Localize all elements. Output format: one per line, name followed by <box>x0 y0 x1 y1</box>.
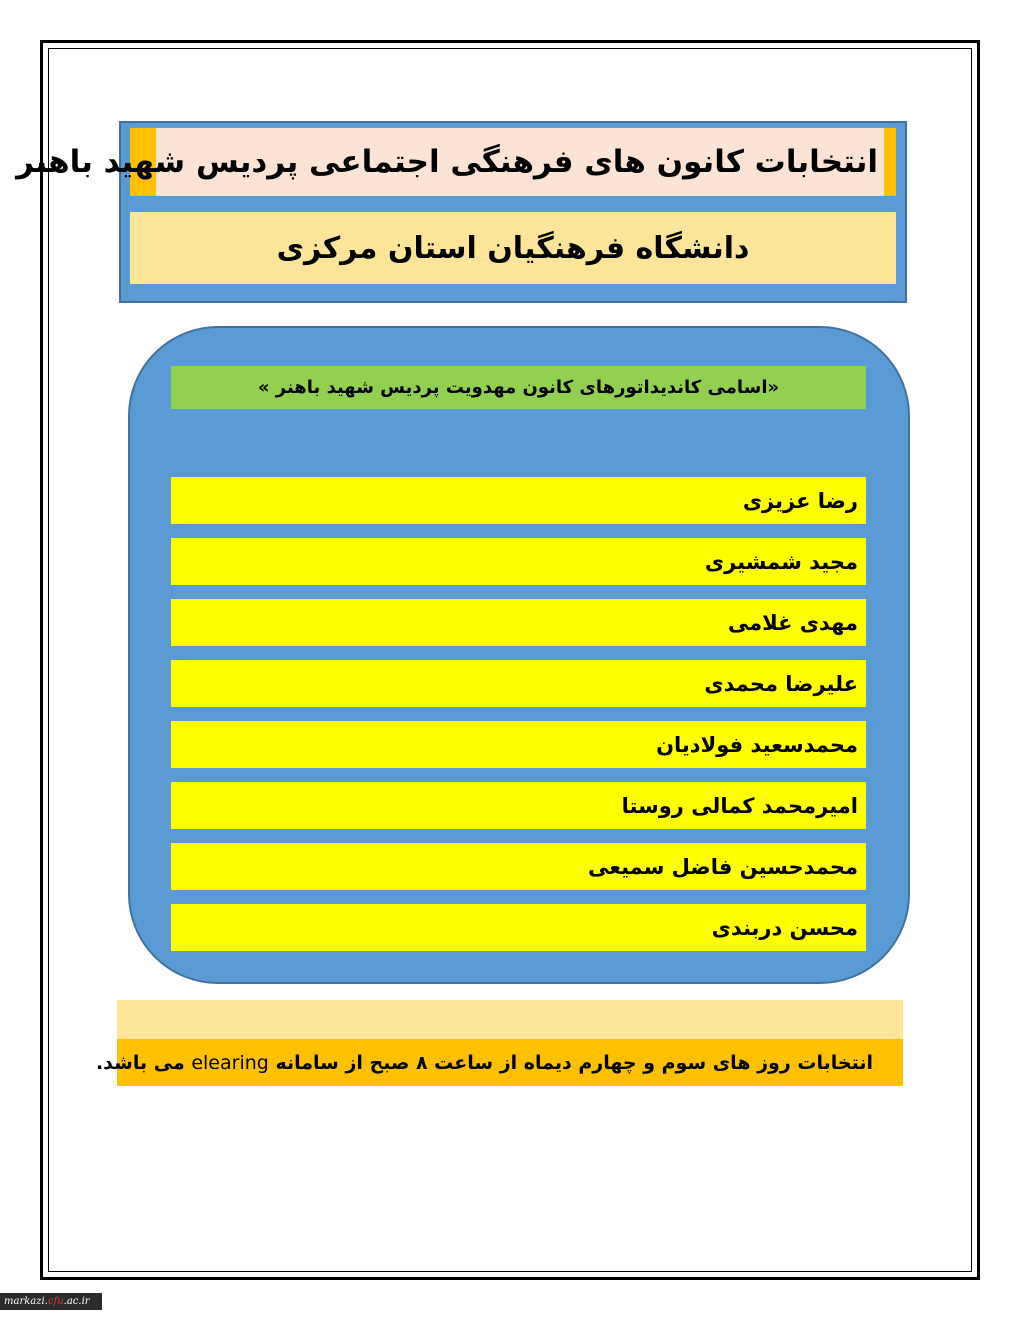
watermark-prefix: markazi. <box>4 1296 48 1307</box>
candidate-row <box>171 782 866 829</box>
candidate-name: محمدحسین فاضل سمیعی <box>587 854 858 879</box>
candidate-row <box>171 538 866 585</box>
page-subtitle: دانشگاه فرهنگیان استان مرکزی <box>276 230 750 266</box>
candidate-name: محسن دربندی <box>711 915 858 940</box>
subtitle-band <box>130 212 896 284</box>
candidate-name: علیرضا محمدی <box>704 671 858 696</box>
candidate-row <box>171 904 866 951</box>
election-note-main: انتخابات روز های سوم و چهارم دیماه از ساعت ۸ صبح از سامانه <box>275 1051 873 1074</box>
candidate-row <box>171 477 866 524</box>
candidate-row <box>171 660 866 707</box>
watermark-suffix: .ac.ir <box>63 1296 90 1307</box>
candidate-row <box>171 843 866 890</box>
election-system-name: elearing <box>191 1051 269 1074</box>
footer-band-top <box>117 1000 903 1039</box>
candidates-heading: «اسامی کاندیداتورهای کانون مهدویت پردیس شهید باهنر » <box>257 377 780 398</box>
candidate-name: رضا عزیزی <box>742 488 858 513</box>
candidate-row <box>171 599 866 646</box>
candidate-name: مهدی غلامی <box>727 610 858 635</box>
candidate-row <box>171 721 866 768</box>
site-watermark <box>0 1293 102 1310</box>
title-band <box>16 128 884 196</box>
candidate-name: محمدسعید فولادیان <box>656 732 858 757</box>
election-note-end: می باشد. <box>95 1051 185 1074</box>
candidate-name: مجید شمشیری <box>704 549 858 574</box>
footer-band <box>95 1039 903 1086</box>
candidates-heading-band <box>171 366 866 409</box>
candidate-name: امیرمحمد کمالی روستا <box>621 793 858 818</box>
watermark-accent: cfu <box>47 1296 64 1307</box>
election-note <box>96 1052 873 1074</box>
page-title: انتخابات کانون های فرهنگی اجتماعی پردیس شهید باهنر <box>16 144 878 180</box>
